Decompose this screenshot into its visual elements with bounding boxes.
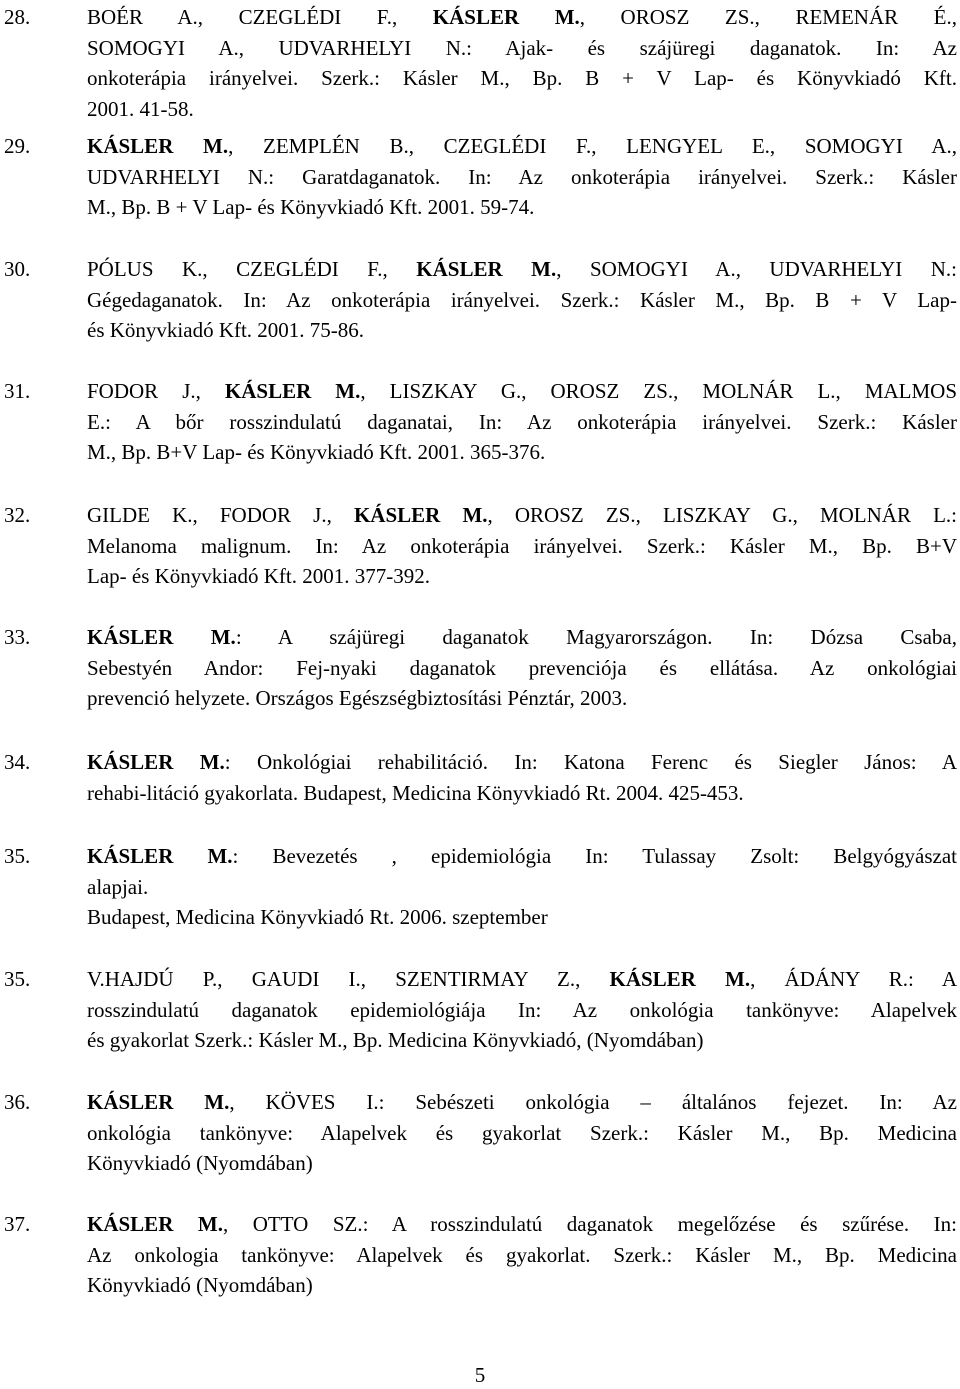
- reference-line: [87, 254, 957, 285]
- reference-number: 31.: [4, 379, 31, 403]
- reference-line: [87, 995, 957, 1026]
- reference-text: [87, 1087, 957, 1179]
- reference-text: [87, 2, 957, 124]
- reference-number: 32.: [4, 503, 31, 527]
- reference-number: 34.: [4, 750, 31, 774]
- reference-segment: , LISZKAY G., OROSZ ZS., MOLNÁR L., MALMOS: [360, 379, 957, 403]
- reference-number: 28.: [4, 5, 31, 29]
- reference-segment: rosszindulatú daganatok epidemiológiája In: Az onkológia tankönyve: Alapelvek: [87, 997, 957, 1022]
- reference-line: [87, 531, 957, 562]
- reference-line: [87, 500, 957, 531]
- reference-text: [87, 254, 957, 346]
- reference-segment: FODOR J.,: [87, 379, 225, 403]
- reference-line: [87, 1270, 957, 1301]
- highlighted-author: KÁSLER M.: [87, 1212, 223, 1236]
- reference-segment: , SOMOGYI A., UDVARHELYI N.:: [556, 257, 958, 281]
- reference-line: [87, 902, 957, 933]
- reference-text: [87, 376, 957, 468]
- reference-segment: E.: A bőr rosszindulatú daganatai, In: Az onkoterápia irányelvei. Szerk.: Kásler: [87, 409, 957, 434]
- highlighted-author: KÁSLER M.: [224, 379, 361, 403]
- reference-segment: PÓLUS K., CZEGLÉDI F.,: [87, 257, 417, 281]
- reference-number: 36.: [4, 1090, 31, 1114]
- reference-segment: Melanoma malignum. In: Az onkoterápia irányelvei. Szerk.: Kásler M., Bp. B+V: [87, 533, 957, 558]
- reference-segment: alapjai.: [87, 874, 149, 899]
- reference-segment: prevenció helyzete. Országos Egészségbiztosítási Pénztár, 2003.: [87, 686, 628, 710]
- reference-line: [87, 376, 957, 407]
- highlighted-author: KÁSLER M.: [416, 257, 557, 281]
- reference-segment: Lap- és Könyvkiadó Kft. 2001. 377-392.: [87, 564, 430, 588]
- reference-segment: : Bevezetés , epidemiológia In: Tulassay Zsolt: Belgyógyászat: [232, 844, 957, 868]
- reference-number: 33.: [4, 625, 31, 649]
- reference-segment: onkológia tankönyve: Alapelvek és gyakorlat Szerk.: Kásler M., Bp. Medicina: [87, 1120, 957, 1145]
- reference-segment: Gégedaganatok. In: Az onkoterápia irányelvei. Szerk.: Kásler M., Bp. B + V Lap-: [87, 287, 957, 312]
- reference-line: [87, 1118, 957, 1149]
- reference-line: [87, 683, 957, 714]
- reference-text: [87, 964, 957, 1056]
- highlighted-author: KÁSLER M.: [87, 750, 225, 774]
- reference-segment: , OROSZ ZS., REMENÁR É.,: [579, 5, 957, 29]
- reference-number: 37.: [4, 1212, 31, 1236]
- highlighted-author: KÁSLER M.: [353, 503, 488, 527]
- reference-segment: Könyvkiadó (Nyomdában): [87, 1273, 313, 1297]
- reference-line: [87, 1148, 957, 1179]
- reference-line: [87, 872, 957, 903]
- reference-number: 30.: [4, 257, 31, 281]
- reference-line: [87, 315, 957, 346]
- reference-text: [87, 622, 957, 714]
- reference-line: [87, 162, 957, 193]
- reference-line: [87, 94, 957, 125]
- reference-number: 35.: [4, 967, 31, 991]
- reference-line: [87, 653, 957, 684]
- reference-segment: , ÁDÁNY R.: A: [750, 967, 958, 991]
- reference-line: [87, 622, 957, 653]
- reference-line: [87, 33, 957, 64]
- reference-line: [87, 964, 957, 995]
- highlighted-author: KÁSLER M.: [87, 625, 236, 649]
- reference-line: [87, 778, 957, 809]
- reference-segment: BOÉR A., CZEGLÉDI F.,: [87, 5, 433, 29]
- reference-segment: 2001. 41-58.: [87, 96, 194, 121]
- reference-segment: Könyvkiadó (Nyomdában): [87, 1151, 313, 1175]
- reference-segment: V.HAJDÚ P., GAUDI I., SZENTIRMAY Z.,: [87, 967, 610, 991]
- reference-line: [87, 561, 957, 592]
- reference-segment: M., Bp. B + V Lap- és Könyvkiadó Kft. 2001. 59-74.: [87, 195, 535, 219]
- reference-text: [87, 747, 957, 808]
- reference-line: [87, 437, 957, 468]
- reference-line: [87, 1209, 957, 1240]
- reference-line: [87, 747, 957, 778]
- reference-line: [87, 285, 957, 316]
- reference-line: [87, 407, 957, 438]
- highlighted-author: KÁSLER M.: [87, 134, 229, 158]
- reference-segment: , KÖVES I.: Sebészeti onkológia – általános fejezet. In: Az: [229, 1090, 957, 1114]
- reference-segment: rehabi-litáció gyakorlata. Budapest, Medicina Könyvkiadó Rt. 2004. 425-453.: [87, 780, 744, 805]
- reference-line: [87, 63, 957, 94]
- reference-line: [87, 1087, 957, 1118]
- reference-segment: Sebestyén Andor: Fej-nyaki daganatok prevenciója és ellátása. Az onkológiai: [87, 655, 957, 680]
- reference-segment: UDVARHELYI N.: Garatdaganatok. In: Az onkoterápia irányelvei. Szerk.: Kásler: [87, 164, 957, 189]
- reference-text: [87, 500, 957, 592]
- reference-segment: , OROSZ ZS., LISZKAY G., MOLNÁR L.:: [487, 503, 957, 527]
- reference-line: [87, 1025, 957, 1056]
- reference-line: [87, 131, 957, 162]
- highlighted-author: KÁSLER M.: [87, 1090, 230, 1114]
- reference-segment: : A szájüregi daganatok Magyarországon. In: Dózsa Csaba,: [235, 625, 957, 649]
- highlighted-author: KÁSLER M.: [87, 844, 233, 868]
- reference-line: [87, 841, 957, 872]
- reference-segment: onkoterápia irányelvei. Szerk.: Kásler M., Bp. B + V Lap- és Könyvkiadó Kft.: [87, 66, 957, 90]
- reference-segment: Budapest, Medicina Könyvkiadó Rt. 2006. szeptember: [87, 905, 548, 929]
- reference-segment: SOMOGYI A., UDVARHELYI N.: Ajak- és szájüregi daganatok. In: Az: [87, 35, 957, 60]
- reference-line: [87, 1240, 957, 1271]
- reference-segment: , ZEMPLÉN B., CZEGLÉDI F., LENGYEL E., SOMOGYI A.,: [228, 134, 957, 158]
- reference-segment: : Onkológiai rehabilitáció. In: Katona Ferenc és Siegler János: A: [224, 750, 957, 774]
- reference-segment: , OTTO SZ.: A rosszindulatú daganatok megelőzése és szűrése. In:: [222, 1212, 957, 1236]
- reference-line: [87, 2, 957, 33]
- highlighted-author: KÁSLER M.: [609, 967, 751, 991]
- reference-segment: M., Bp. B+V Lap- és Könyvkiadó Kft. 2001. 365-376.: [87, 440, 546, 464]
- page-number: 5: [474, 1363, 486, 1387]
- reference-segment: GILDE K., FODOR J.,: [87, 503, 354, 527]
- reference-number: 35.: [4, 844, 31, 868]
- reference-text: [87, 1209, 957, 1301]
- reference-segment: és gyakorlat Szerk.: Kásler M., Bp. Medicina Könyvkiadó, (Nyomdában): [87, 1028, 704, 1052]
- reference-line: [87, 192, 957, 223]
- reference-segment: Az onkologia tankönyve: Alapelvek és gyakorlat. Szerk.: Kásler M., Bp. Medicina: [87, 1242, 957, 1267]
- reference-text: [87, 841, 957, 933]
- reference-number: 29.: [4, 134, 31, 158]
- reference-text: [87, 131, 957, 223]
- highlighted-author: KÁSLER M.: [432, 5, 580, 29]
- reference-segment: és Könyvkiadó Kft. 2001. 75-86.: [87, 318, 365, 342]
